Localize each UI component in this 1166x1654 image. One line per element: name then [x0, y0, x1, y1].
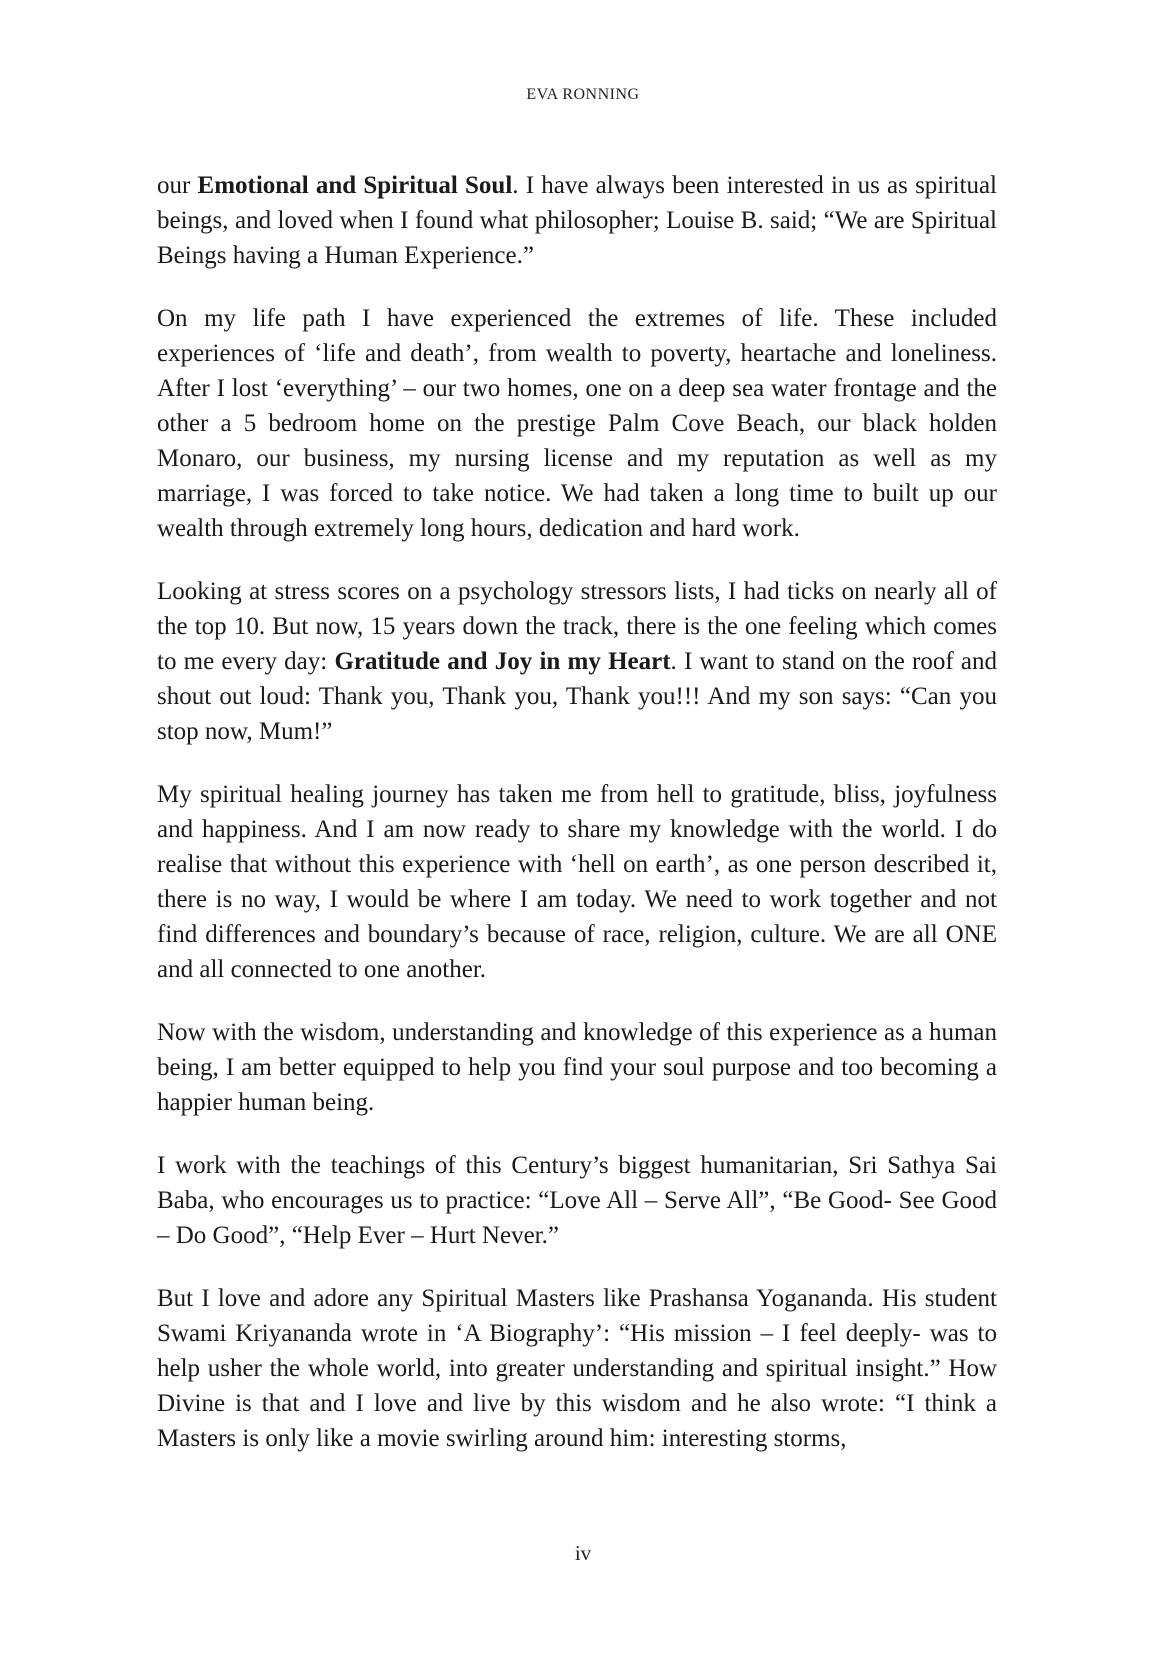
paragraph-3-rest: . I want to stand on the roof and shout out loud: Thank you, Thank you, Thank you!!! And my son says: “Can you stop now, Mum!” [157, 648, 997, 745]
paragraph-5: Now with the wisdom, understanding and knowledge of this experience as a human being, I am better equipped to help you find your soul purpose and too becoming a happier human being. [157, 1019, 997, 1116]
paragraph-3 [157, 574, 997, 749]
paragraph-2: On my life path I have experienced the extremes of life. These included experiences of ‘life and death’, from wealth to poverty, heartache and loneliness. After I lost ‘everything’ – our two homes, one on a deep sea water frontage and the other a 5 bedroom home on the prestige Palm Cove Beach, our black holden Monaro, our business, my nursing license and my reputation as well as my marriage, I was forced to take notice. We had taken a long time to built up our wealth through extremely long hours, dedication and hard work. [157, 305, 997, 542]
paragraph-1 [157, 168, 997, 273]
paragraph-1-bold: Emotional and Spiritual Soul [197, 172, 513, 199]
body-text [157, 168, 997, 1484]
paragraph-4: My spiritual healing journey has taken me from hell to gratitude, bliss, joyfulness and happiness. And I am now ready to share my knowledge with the world. I do realise that without this experience with ‘hell on earth’, as one person described it, there is no way, I would be where I am today. We need to work together and not find differences and boundary’s because of race, religion, culture. We are all ONE and all connected to one another. [157, 781, 997, 983]
paragraph-3-bold: Gratitude and Joy in my Heart [334, 648, 671, 675]
running-head: EVA RONNING [526, 86, 640, 103]
paragraph-1-lead: our [157, 172, 198, 199]
page-number: iv [574, 1541, 592, 1565]
paragraph-6: I work with the teachings of this Century’s biggest humanitarian, Sri Sathya Sai Baba, who encourages us to practice: “Love All – Serve All”, “Be Good- See Good – Do Good”, “Help Ever – Hurt Never.” [157, 1152, 997, 1249]
paragraph-7: But I love and adore any Spiritual Masters like Prashansa Yogananda. His student Swami Kriyananda wrote in ‘A Biography’: “His mission – I feel deeply- was to help usher the whole world, into greater understanding and spiritual insight.” How Divine is that and I love and live by this wisdom and he also wrote: “I think a Masters is only like a movie swirling around him: interesting storms, [157, 1285, 997, 1452]
paragraph-3-lead: Looking at stress scores on a psychology stressors lists, I had ticks on nearly all of the top 10. But now, 15 years down the track, there is the one feeling which comes to me every day: [157, 578, 997, 675]
paragraph-1-rest: . I have always been interested in us as spiritual beings, and loved when I found what philosopher; Louise B. said; “We are Spiritual Beings having a Human Experience.” [157, 172, 998, 269]
